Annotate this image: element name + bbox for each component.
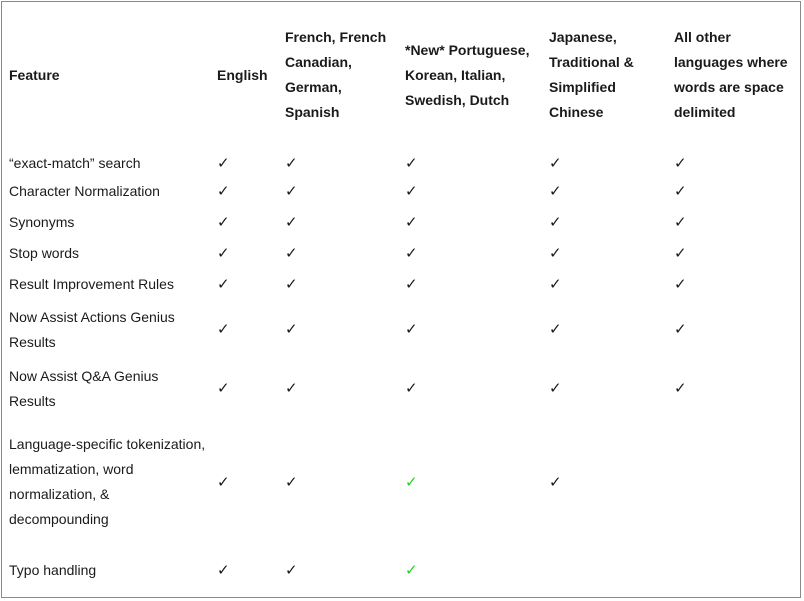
feature-cell: Now Assist Actions Genius Results bbox=[9, 308, 175, 350]
table-body bbox=[0, 150, 800, 594]
table-row-exact-match-search bbox=[0, 150, 800, 176]
checkmark-icon: ✓ bbox=[285, 380, 298, 397]
checkmark-icon: ✓ bbox=[674, 321, 687, 338]
support-cell bbox=[396, 546, 540, 594]
support-cell bbox=[396, 207, 540, 238]
header-row bbox=[0, 0, 800, 150]
support-cell bbox=[396, 238, 540, 269]
checkmark-icon: ✓ bbox=[405, 380, 418, 397]
support-cell bbox=[276, 359, 396, 418]
support-cell bbox=[276, 176, 396, 207]
feature-cell: “exact-match” search bbox=[9, 154, 141, 171]
support-cell bbox=[208, 418, 276, 546]
support-cell bbox=[396, 176, 540, 207]
checkmark-icon: ✓ bbox=[549, 214, 562, 231]
feature-cell: Synonyms bbox=[9, 214, 75, 230]
checkmark-icon: ✓ bbox=[285, 245, 298, 262]
support-cell bbox=[540, 359, 665, 418]
checkmark-icon: ✓ bbox=[285, 321, 298, 338]
checkmark-icon: ✓ bbox=[285, 214, 298, 231]
checkmark-icon: ✓ bbox=[405, 154, 418, 172]
checkmark-icon: ✓ bbox=[674, 245, 687, 262]
checkmark-icon: ✓ bbox=[405, 276, 418, 293]
support-cell bbox=[665, 238, 800, 269]
header-feature: Feature bbox=[9, 66, 60, 83]
support-cell bbox=[208, 546, 276, 594]
feature-cell: Stop words bbox=[9, 245, 80, 261]
header-cjk-group: Japanese, Traditional & Simplified Chinese bbox=[549, 29, 634, 120]
checkmark-icon: ✓ bbox=[285, 183, 298, 200]
checkmark-icon: ✓ bbox=[549, 245, 562, 262]
support-cell bbox=[540, 207, 665, 238]
checkmark-icon: ✓ bbox=[217, 214, 230, 231]
checkmark-icon: ✓ bbox=[549, 154, 562, 172]
checkmark-icon: ✓ bbox=[285, 276, 298, 293]
checkmark-icon: ✓ bbox=[674, 154, 687, 172]
support-cell bbox=[276, 207, 396, 238]
checkmark-icon: ✓ bbox=[285, 154, 298, 172]
table-row-typo-handling bbox=[0, 546, 800, 594]
support-cell bbox=[396, 150, 540, 176]
checkmark-icon: ✓ bbox=[217, 473, 230, 491]
header-french-group: French, French Canadian, German, Spanish bbox=[285, 29, 387, 120]
checkmark-icon: ✓ bbox=[217, 183, 230, 200]
support-cell bbox=[540, 238, 665, 269]
support-cell bbox=[540, 546, 665, 594]
table-row-result-improvement-rules bbox=[0, 269, 800, 300]
table-row-stop-words bbox=[0, 238, 800, 269]
checkmark-icon: ✓ bbox=[549, 380, 562, 397]
support-cell bbox=[396, 359, 540, 418]
feature-cell: Now Assist Q&A Genius Results bbox=[9, 367, 159, 409]
support-cell bbox=[208, 238, 276, 269]
checkmark-icon: ✓ bbox=[217, 245, 230, 262]
table-row-character-normalization bbox=[0, 176, 800, 207]
checkmark-icon: ✓ bbox=[285, 561, 298, 579]
support-cell bbox=[665, 269, 800, 300]
checkmark-icon: ✓ bbox=[405, 183, 418, 200]
support-cell bbox=[208, 150, 276, 176]
checkmark-icon: ✓ bbox=[405, 245, 418, 262]
support-cell bbox=[665, 207, 800, 238]
support-cell bbox=[276, 269, 396, 300]
header-new-group: *New* Portuguese, Korean, Italian, Swedish, Dutch bbox=[405, 41, 530, 108]
checkmark-icon: ✓ bbox=[674, 380, 687, 397]
support-cell bbox=[540, 300, 665, 359]
table-row-now-assist-qa bbox=[0, 359, 800, 418]
support-cell bbox=[208, 176, 276, 207]
checkmark-icon: ✓ bbox=[285, 473, 298, 491]
checkmark-icon: ✓ bbox=[217, 154, 230, 172]
header-other-languages: All other languages where words are space delimited bbox=[674, 29, 788, 120]
support-cell bbox=[665, 176, 800, 207]
support-cell bbox=[665, 546, 800, 594]
support-cell bbox=[665, 418, 800, 546]
checkmark-icon: ✓ bbox=[674, 214, 687, 231]
header-english: English bbox=[217, 66, 268, 83]
checkmark-icon: ✓ bbox=[405, 473, 418, 491]
checkmark-icon: ✓ bbox=[405, 561, 418, 579]
support-cell bbox=[276, 300, 396, 359]
checkmark-icon: ✓ bbox=[405, 321, 418, 338]
support-cell bbox=[208, 300, 276, 359]
checkmark-icon: ✓ bbox=[217, 561, 230, 579]
checkmark-icon: ✓ bbox=[217, 321, 230, 338]
support-cell bbox=[276, 238, 396, 269]
support-cell bbox=[276, 150, 396, 176]
feature-cell: Result Improvement Rules bbox=[9, 276, 174, 292]
support-cell bbox=[540, 150, 665, 176]
checkmark-icon: ✓ bbox=[674, 276, 687, 293]
support-cell bbox=[276, 546, 396, 594]
checkmark-icon: ✓ bbox=[405, 214, 418, 231]
checkmark-icon: ✓ bbox=[549, 473, 562, 491]
support-cell bbox=[540, 176, 665, 207]
support-cell bbox=[396, 418, 540, 546]
support-cell bbox=[276, 418, 396, 546]
checkmark-icon: ✓ bbox=[217, 380, 230, 397]
feature-cell: Typo handling bbox=[9, 561, 97, 578]
checkmark-icon: ✓ bbox=[217, 276, 230, 293]
table-row-synonyms bbox=[0, 207, 800, 238]
feature-cell: Language-specific tokenization, lemmatization, word normalization, & decompounding bbox=[9, 436, 206, 527]
table-row-now-assist-actions bbox=[0, 300, 800, 359]
support-cell bbox=[665, 300, 800, 359]
support-cell bbox=[208, 207, 276, 238]
support-cell bbox=[665, 359, 800, 418]
table-row-language-specific-tokenization bbox=[0, 418, 800, 546]
support-cell bbox=[396, 300, 540, 359]
checkmark-icon: ✓ bbox=[549, 321, 562, 338]
checkmark-icon: ✓ bbox=[549, 183, 562, 200]
checkmark-icon: ✓ bbox=[549, 276, 562, 293]
support-cell bbox=[396, 269, 540, 300]
support-cell bbox=[208, 269, 276, 300]
support-cell bbox=[540, 418, 665, 546]
support-cell bbox=[540, 269, 665, 300]
checkmark-icon: ✓ bbox=[674, 183, 687, 200]
support-cell bbox=[665, 150, 800, 176]
feature-cell: Character Normalization bbox=[9, 183, 160, 199]
support-cell bbox=[208, 359, 276, 418]
